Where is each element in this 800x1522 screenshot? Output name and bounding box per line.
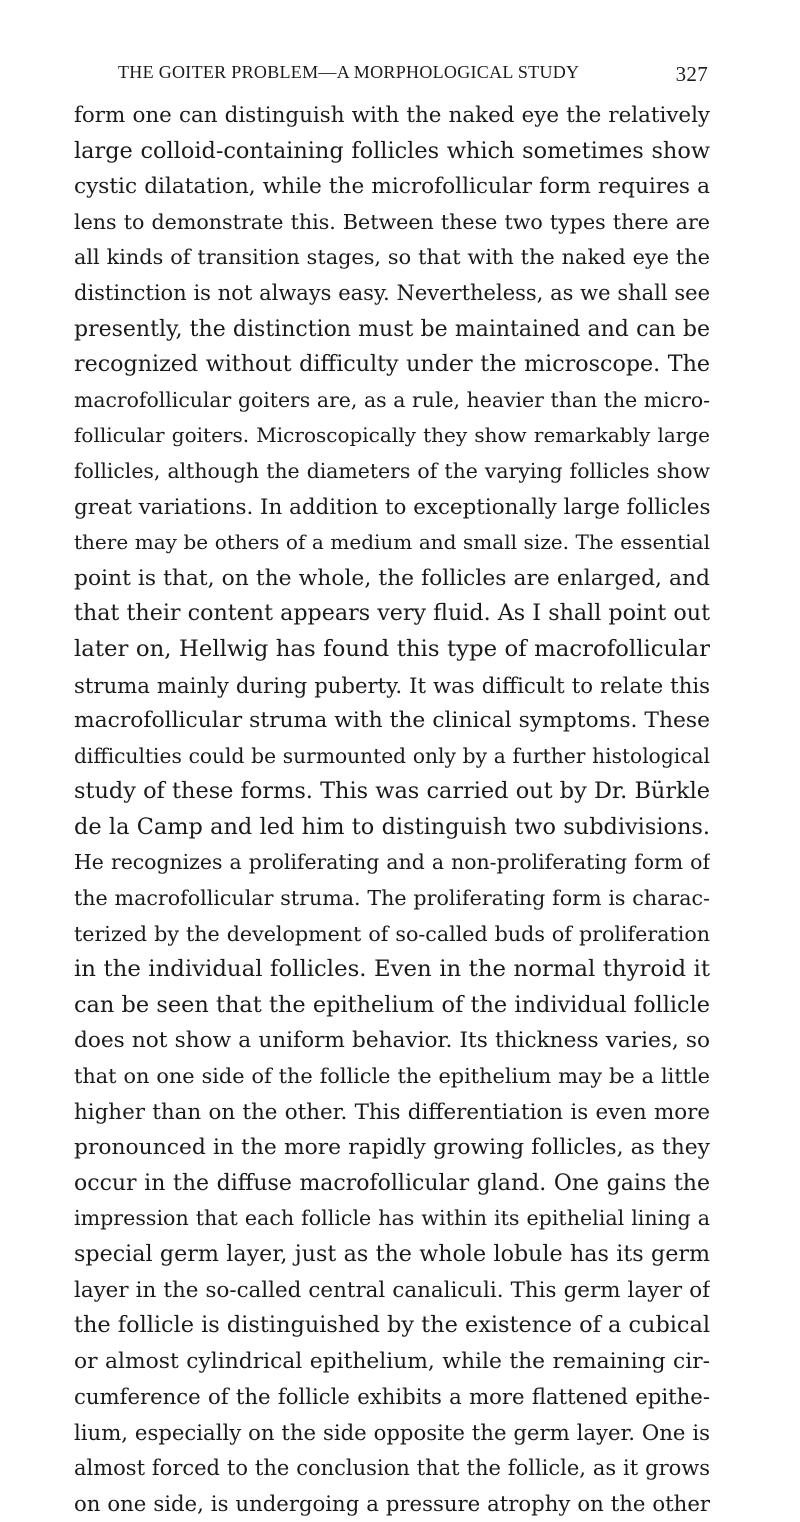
text-line: that their content appears very fluid. As I shall point out (74, 600, 710, 627)
text-line: pronounced in the more rapidly growing follicles, as they (74, 1135, 710, 1161)
text-line: de la Camp and led him to distinguish two subdivisions. (74, 813, 710, 840)
text-line: point is that, on the whole, the follicles are enlarged, and (74, 565, 710, 591)
text-line: does not show a uniform behavior. Its thickness varies, so (74, 1028, 710, 1054)
text-line: macrofollicular struma with the clinical symptoms. These (74, 708, 710, 734)
text-line: presently, the distinction must be maintained and can be (74, 316, 710, 342)
text-line: that on one side of the follicle the epithelium may be a little (74, 1064, 710, 1089)
text-line: distinction is not always easy. Nevertheless, as we shall see (74, 280, 710, 305)
text-line: or almost cylindrical epithelium, while the remaining cir- (74, 1348, 710, 1374)
text-line: follicular goiters. Microscopically they show remarkably large (74, 423, 710, 448)
text-line: great variations. In addition to exceptionally large follicles (74, 494, 710, 520)
text-line: cumference of the follicle exhibits a more flattened epithe- (74, 1384, 710, 1410)
text-line: almost forced to the conclusion that the follicle, as it grows (74, 1455, 710, 1480)
text-line: all kinds of transition stages, so that with the naked eye the (74, 245, 710, 270)
text-line: study of these forms. This was carried out by Dr. Bürkle (74, 778, 710, 805)
text-line: in the individual follicles. Even in the normal thyroid it (74, 956, 710, 983)
text-line: the macrofollicular struma. The proliferating form is charac- (74, 886, 710, 911)
text-line: can be seen that the epithelium of the individual follicle (74, 991, 710, 1018)
text-line: layer in the so-called central canaliculi. This germ layer of (74, 1277, 710, 1303)
text-line: special germ layer, just as the whole lobule has its germ (74, 1241, 710, 1267)
text-line: the follicle is distinguished by the existence of a cubical (74, 1312, 710, 1339)
text-line: occur in the diffuse macrofollicular gland. One gains the (74, 1170, 710, 1196)
text-line: difficulties could be surmounted only by a further histological (74, 743, 710, 768)
text-line: cystic dilatation, while the microfollicular form requires a (74, 174, 710, 200)
text-line: macrofollicular goiters are, as a rule, heavier than the micro- (74, 387, 710, 412)
text-line: form one can distinguish with the naked eye the relatively (74, 103, 710, 128)
text-line: follicles, although the diameters of the varying follicles show (74, 458, 710, 483)
text-line: lens to demonstrate this. Between these two types there are (74, 209, 710, 234)
text-line: struma mainly during puberty. It was difficult to relate this (74, 672, 710, 698)
page-number: 327 (675, 62, 708, 86)
text-line: recognized without difficulty under the microscope. The (74, 351, 710, 378)
text-line: impression that each follicle has within its epithelial lining a (74, 1206, 710, 1231)
text-line: on one side, is undergoing a pressure atrophy on the other (74, 1491, 710, 1517)
text-line: there may be others of a medium and small size. The essential (74, 530, 710, 555)
running-head (118, 62, 708, 88)
body-text (74, 98, 710, 1522)
text-line: terized by the development of so-called buds of proliferation (74, 921, 710, 946)
running-title: THE GOITER PROBLEM—A MORPHOLOGICAL STUDY (118, 62, 580, 82)
text-line: lium, especially on the side opposite the germ layer. One is (74, 1419, 710, 1445)
text-line: large colloid-containing follicles which sometimes show (74, 137, 710, 164)
text-line: higher than on the other. This differentiation is even more (74, 1099, 710, 1125)
text-line: later on, Hellwig has found this type of macrofollicular (74, 635, 710, 662)
text-line: He recognizes a proliferating and a non-proliferating form of (74, 850, 710, 875)
